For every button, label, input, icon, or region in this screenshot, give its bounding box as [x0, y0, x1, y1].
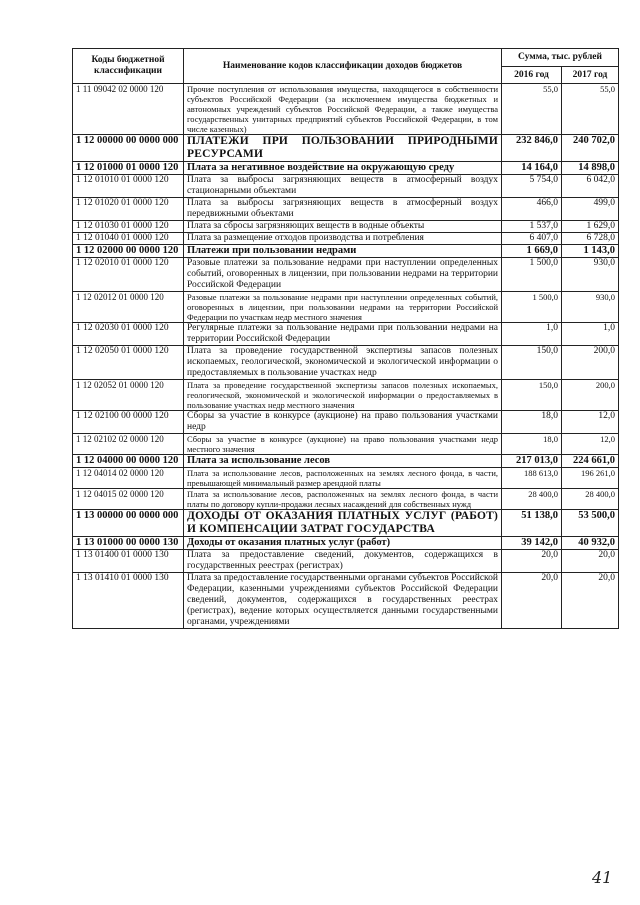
row-value-2016-cell: 150,0 [502, 380, 562, 411]
table-row [73, 489, 619, 510]
header-year-2016: 2016 год [502, 67, 562, 84]
table-body [73, 84, 619, 629]
row-name-cell: Плата за предоставление государственными органами субъектов Российской Федерации, казенными учреждениями субъектов Российской Федерации сведений, документов, содержащихся в государственных реестрах (регистрах), ведение которых осуществляется данными государственными органами, учреждениями [184, 573, 502, 629]
row-name-cell: Сборы за участие в конкурсе (аукционе) на право пользования участками недр местного значения [184, 434, 502, 455]
header-name: Наименование кодов классификации доходов бюджетов [184, 49, 502, 84]
row-value-2016-cell: 232 846,0 [502, 135, 562, 162]
row-value-2017-cell: 930,0 [562, 258, 619, 292]
table-row [73, 537, 619, 550]
row-value-2017-cell: 53 500,0 [562, 510, 619, 537]
row-value-2017-cell: 200,0 [562, 380, 619, 411]
row-value-2017-cell: 1,0 [562, 323, 619, 346]
table-header [73, 49, 619, 84]
table-row [73, 258, 619, 292]
row-code-cell: 1 12 01020 01 0000 120 [73, 198, 184, 221]
row-name-cell: Разовые платежи за пользование недрами при наступлении определенных событий, оговоренных в лицензии, при пользовании недрами на территории Российской Федерации [184, 258, 502, 292]
row-name-cell: Плата за размещение отходов производства и потребления [184, 233, 502, 245]
row-name-cell: Плата за использование лесов [184, 455, 502, 468]
table-row [73, 84, 619, 135]
row-value-2016-cell: 18,0 [502, 434, 562, 455]
row-value-2017-cell: 40 932,0 [562, 537, 619, 550]
row-code-cell: 1 12 02000 00 0000 120 [73, 245, 184, 258]
row-name-cell: Доходы от оказания платных услуг (работ) [184, 537, 502, 550]
table-row [73, 510, 619, 537]
row-name-cell: Плата за проведение государственной экспертизы запасов полезных ископаемых, геологической, экономической и экологической информации о предоставляемых в пользование участках недр [184, 346, 502, 380]
table-row [73, 346, 619, 380]
table-row [73, 550, 619, 573]
table-row [73, 455, 619, 468]
table-row [73, 233, 619, 245]
table-row [73, 468, 619, 489]
row-value-2017-cell: 28 400,0 [562, 489, 619, 510]
row-value-2016-cell: 466,0 [502, 198, 562, 221]
row-value-2017-cell: 196 261,0 [562, 468, 619, 489]
table-row [73, 323, 619, 346]
row-name-cell: Плата за предоставление сведений, документов, содержащихся в государственных реестрах (регистрах) [184, 550, 502, 573]
budget-revenue-table [72, 48, 619, 629]
row-code-cell: 1 13 01410 01 0000 130 [73, 573, 184, 629]
row-value-2016-cell: 20,0 [502, 573, 562, 629]
row-value-2016-cell: 150,0 [502, 346, 562, 380]
row-code-cell: 1 12 01030 01 0000 120 [73, 221, 184, 233]
page-number: 41 [592, 868, 613, 887]
row-value-2017-cell: 930,0 [562, 292, 619, 323]
header-year-2017: 2017 год [562, 67, 619, 84]
row-code-cell: 1 13 01000 00 0000 130 [73, 537, 184, 550]
row-name-cell: Плата за выбросы загрязняющих веществ в атмосферный воздух передвижными объектами [184, 198, 502, 221]
row-value-2016-cell: 14 164,0 [502, 162, 562, 175]
row-code-cell: 1 12 04015 02 0000 120 [73, 489, 184, 510]
row-code-cell: 1 12 02102 02 0000 120 [73, 434, 184, 455]
row-name-cell: Регулярные платежи за пользование недрами при пользовании недрами на территории Российской Федерации [184, 323, 502, 346]
row-value-2017-cell: 12,0 [562, 434, 619, 455]
row-name-cell: Прочие поступления от использования имущества, находящегося в собственности субъектов Российской Федерации (за исключением имущества бюджетных и автономных учреждений субъектов Российской Федерации, а также имущества государственных унитарных предприятий субъектов Российской Федерации, в том числе казенных) [184, 84, 502, 135]
table-row [73, 162, 619, 175]
row-value-2016-cell: 18,0 [502, 411, 562, 434]
row-value-2016-cell: 39 142,0 [502, 537, 562, 550]
row-name-cell: Плата за негативное воздействие на окружающую среду [184, 162, 502, 175]
row-value-2017-cell: 499,0 [562, 198, 619, 221]
table-row [73, 292, 619, 323]
row-value-2017-cell: 12,0 [562, 411, 619, 434]
row-code-cell: 1 12 00000 00 0000 000 [73, 135, 184, 162]
row-value-2017-cell: 240 702,0 [562, 135, 619, 162]
row-value-2016-cell: 188 613,0 [502, 468, 562, 489]
row-value-2016-cell: 55,0 [502, 84, 562, 135]
document-sheet [72, 48, 618, 629]
row-value-2016-cell: 1 500,0 [502, 258, 562, 292]
header-sum: Сумма, тыс. рублей [502, 49, 619, 67]
row-value-2017-cell: 224 661,0 [562, 455, 619, 468]
header-code: Коды бюджетной классификации [73, 49, 184, 84]
row-value-2017-cell: 55,0 [562, 84, 619, 135]
table-row [73, 175, 619, 198]
row-code-cell: 1 11 09042 02 0000 120 [73, 84, 184, 135]
row-code-cell: 1 12 02052 01 0000 120 [73, 380, 184, 411]
row-code-cell: 1 12 01040 01 0000 120 [73, 233, 184, 245]
row-value-2017-cell: 20,0 [562, 573, 619, 629]
row-code-cell: 1 12 04014 02 0000 120 [73, 468, 184, 489]
row-name-cell: Плата за использование лесов, расположенных на землях лесного фонда, в части платы по договору купли-продажи лесных насаждений для собственных нужд [184, 489, 502, 510]
table-row [73, 411, 619, 434]
row-value-2017-cell: 1 629,0 [562, 221, 619, 233]
row-name-cell: Разовые платежи за пользование недрами при наступлении определенных событий, оговоренных в лицензии, при пользовании недрами на территории Российской Федерации по участкам недр местного значения [184, 292, 502, 323]
table-row [73, 434, 619, 455]
row-name-cell: Плата за использование лесов, расположенных на землях лесного фонда, в части, превышающей минимальный размер арендной платы [184, 468, 502, 489]
row-name-cell: Платежи при пользовании недрами [184, 245, 502, 258]
table-row [73, 380, 619, 411]
row-code-cell: 1 12 02100 00 0000 120 [73, 411, 184, 434]
row-name-cell: Сборы за участие в конкурсе (аукционе) на право пользования участками недр [184, 411, 502, 434]
table-row [73, 221, 619, 233]
row-value-2016-cell: 6 407,0 [502, 233, 562, 245]
row-value-2016-cell: 20,0 [502, 550, 562, 573]
row-code-cell: 1 12 01010 01 0000 120 [73, 175, 184, 198]
row-name-cell: ПЛАТЕЖИ ПРИ ПОЛЬЗОВАНИИ ПРИРОДНЫМИ РЕСУРСАМИ [184, 135, 502, 162]
row-code-cell: 1 12 01000 01 0000 120 [73, 162, 184, 175]
row-value-2016-cell: 217 013,0 [502, 455, 562, 468]
row-code-cell: 1 13 00000 00 0000 000 [73, 510, 184, 537]
row-value-2016-cell: 28 400,0 [502, 489, 562, 510]
row-value-2017-cell: 20,0 [562, 550, 619, 573]
row-value-2016-cell: 5 754,0 [502, 175, 562, 198]
row-value-2017-cell: 6 042,0 [562, 175, 619, 198]
row-code-cell: 1 12 02010 01 0000 120 [73, 258, 184, 292]
table-row [73, 573, 619, 629]
table-row [73, 198, 619, 221]
row-value-2016-cell: 1 500,0 [502, 292, 562, 323]
table-row [73, 245, 619, 258]
row-code-cell: 1 12 02030 01 0000 120 [73, 323, 184, 346]
row-value-2017-cell: 1 143,0 [562, 245, 619, 258]
row-value-2016-cell: 1,0 [502, 323, 562, 346]
row-value-2017-cell: 6 728,0 [562, 233, 619, 245]
table-row [73, 135, 619, 162]
row-code-cell: 1 12 02012 01 0000 120 [73, 292, 184, 323]
row-name-cell: Плата за выбросы загрязняющих веществ в атмосферный воздух стационарными объектами [184, 175, 502, 198]
row-value-2016-cell: 1 669,0 [502, 245, 562, 258]
row-name-cell: Плата за сбросы загрязняющих веществ в водные объекты [184, 221, 502, 233]
row-value-2017-cell: 200,0 [562, 346, 619, 380]
row-name-cell: ДОХОДЫ ОТ ОКАЗАНИЯ ПЛАТНЫХ УСЛУГ (РАБОТ) И КОМПЕНСАЦИИ ЗАТРАТ ГОСУДАРСТВА [184, 510, 502, 537]
row-code-cell: 1 13 01400 01 0000 130 [73, 550, 184, 573]
row-value-2016-cell: 1 537,0 [502, 221, 562, 233]
row-value-2017-cell: 14 898,0 [562, 162, 619, 175]
row-code-cell: 1 12 02050 01 0000 120 [73, 346, 184, 380]
row-name-cell: Плата за проведение государственной экспертизы запасов полезных ископаемых, геологической, экономической и экологической информации о предоставляемых в пользование участках недр местного значения [184, 380, 502, 411]
row-code-cell: 1 12 04000 00 0000 120 [73, 455, 184, 468]
row-value-2016-cell: 51 138,0 [502, 510, 562, 537]
